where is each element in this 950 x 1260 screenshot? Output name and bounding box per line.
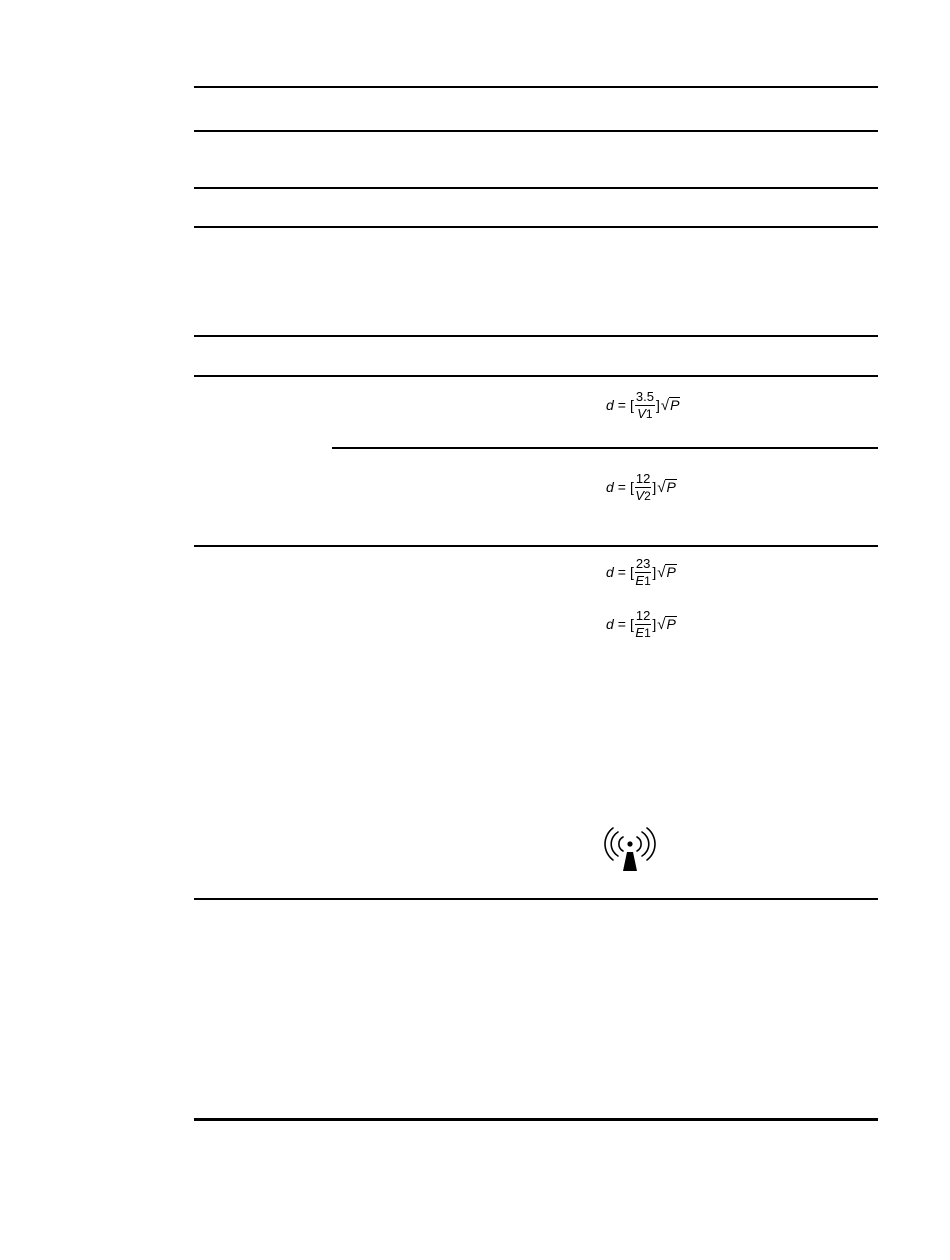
formula-denominator-sub: 1: [644, 625, 651, 640]
formula-denominator-var: E: [635, 572, 645, 588]
formula-v2: [606, 472, 677, 502]
formula-radicand: P: [666, 478, 676, 495]
formula-equals: =: [617, 479, 626, 496]
formula-denominator-sub: 1: [645, 406, 653, 421]
formula-bracket-open: [: [629, 564, 634, 581]
formula-numerator: 12: [635, 471, 651, 486]
formula-equals: =: [617, 616, 626, 633]
formula-numerator: 12: [635, 608, 651, 623]
table-rule-partial: [332, 447, 878, 449]
formula-radicand: P: [670, 396, 680, 413]
formula-bracket-open: [: [629, 397, 634, 414]
table-rule: [194, 375, 878, 377]
sqrt-icon: √: [660, 396, 670, 414]
formula-denominator: [635, 488, 650, 503]
sqrt-icon: √: [657, 478, 666, 496]
formula-equals: =: [617, 397, 626, 414]
formula-sqrt: [657, 564, 677, 581]
formula-radicand: P: [666, 615, 676, 632]
sqrt-icon: √: [657, 563, 666, 581]
table-rule: [194, 898, 878, 900]
table-rule: [194, 545, 878, 547]
formula-fraction: [635, 472, 651, 502]
formula-radicand: P: [666, 563, 676, 580]
formula-bracket-close: ]: [655, 397, 660, 414]
table-rule: [194, 130, 878, 132]
formula-sqrt: [657, 479, 677, 496]
formula-e1-800mhz: [606, 609, 677, 639]
formula-fraction: [635, 390, 655, 420]
table-rule: [194, 226, 878, 228]
formula-bracket-open: [: [629, 616, 634, 633]
table-rule-bottom: [194, 1118, 878, 1121]
formula-denominator-var: E: [635, 624, 645, 640]
formula-lhs: d: [606, 479, 614, 496]
formula-lhs: d: [606, 564, 614, 581]
formula-bracket-close: ]: [652, 616, 657, 633]
formula-fraction: [635, 557, 651, 587]
formula-denominator: [637, 406, 652, 421]
formula-denominator-sub: 1: [644, 573, 651, 588]
formula-e1-80mhz: [606, 557, 677, 587]
formula-denominator: [635, 573, 650, 588]
formula-denominator-var: V: [637, 405, 646, 421]
formula-v1: [606, 390, 680, 420]
formula-bracket-close: ]: [652, 564, 657, 581]
formula-equals: =: [617, 564, 626, 581]
formula-fraction: [635, 609, 651, 639]
formula-bracket-close: ]: [652, 479, 657, 496]
formula-bracket-open: [: [629, 479, 634, 496]
non-ionizing-radiation-icon: [604, 826, 656, 872]
formula-lhs: d: [606, 616, 614, 633]
sqrt-icon: √: [657, 615, 666, 633]
formula-lhs: d: [606, 397, 614, 414]
table-rule: [194, 335, 878, 337]
table-rule-top: [194, 86, 878, 88]
formula-sqrt: [657, 616, 677, 633]
formula-denominator-var: V: [635, 487, 645, 503]
formula-numerator: 23: [635, 556, 651, 571]
formula-numerator: 3.5: [635, 389, 654, 404]
formula-denominator: [635, 625, 650, 640]
table-rule: [194, 187, 878, 189]
formula-denominator-sub: 2: [644, 488, 651, 503]
formula-sqrt: [661, 397, 681, 414]
